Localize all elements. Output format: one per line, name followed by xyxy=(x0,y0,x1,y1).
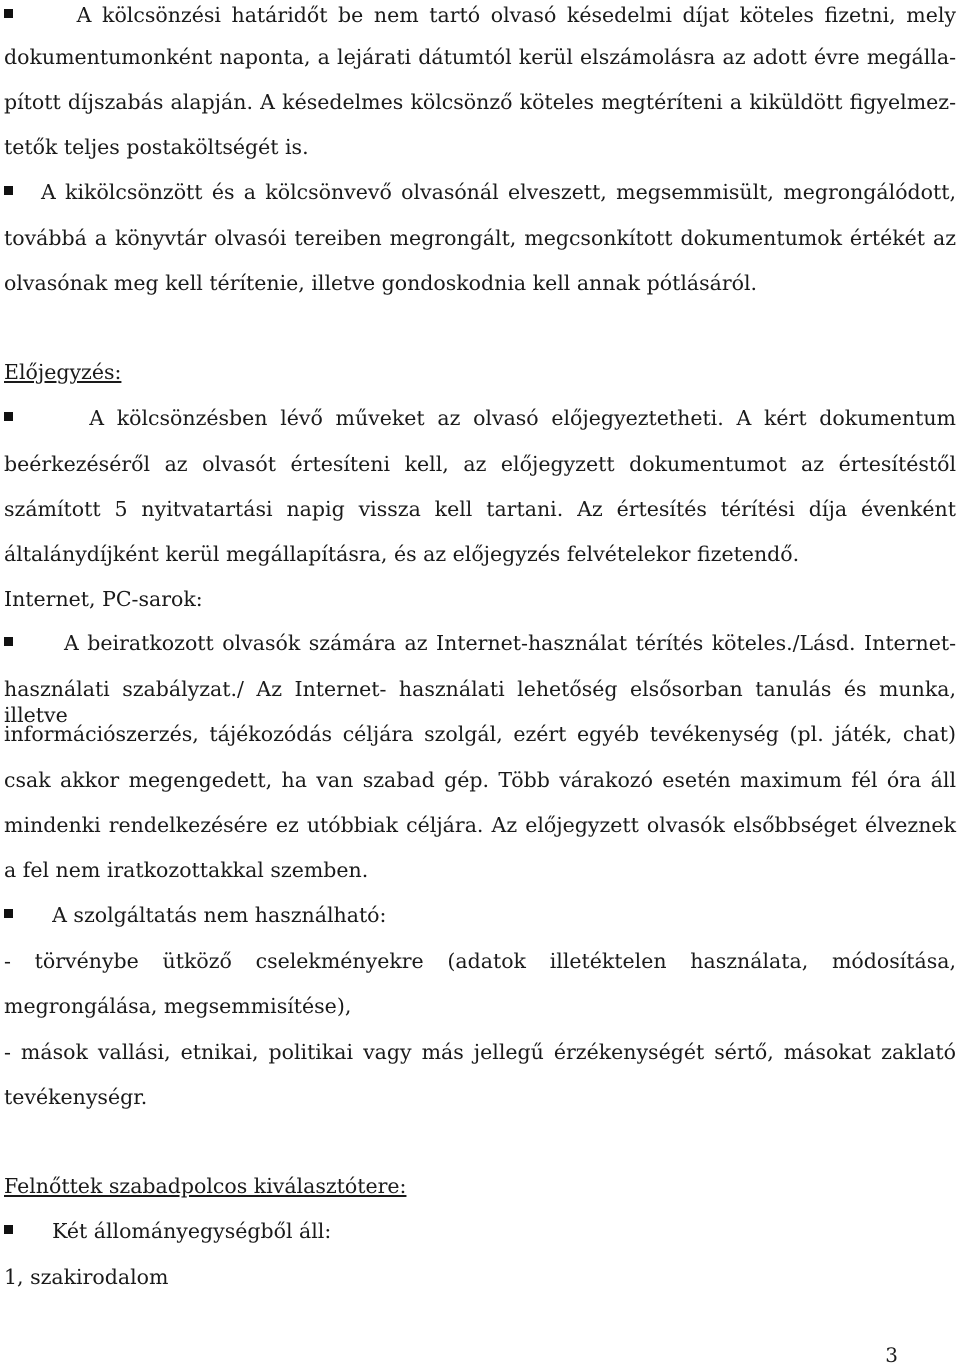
paragraph-reservation-line-1: A kölcsönzésben lévő műveket az olvasó előjegyeztetheti. A kért dokumentum xyxy=(4,405,956,431)
paragraph-reservation-line-4: általánydíjként kerül megállapításra, és az előjegyzés felvételekor fizetendő. xyxy=(4,542,800,566)
bullet-icon xyxy=(4,412,13,421)
paragraph-damage-line-3: olvasónak meg kell térítenie, illetve gondoskodnia kell annak pótlásáról. xyxy=(4,271,758,295)
paragraph-not-usable: A szolgáltatás nem használható: xyxy=(4,902,956,928)
list-item-scientific-literature: 1, szakirodalom xyxy=(4,1265,169,1289)
paragraph-reservation-line-3: számított 5 nyitvatartási napig vissza kell tartani. Az értesítés térítési díja évenként xyxy=(4,497,956,521)
paragraph-late-fee-line-2: dokumentumonként naponta, a lejárati dátumtól kerül elszámolásra az adott évre megálla- xyxy=(4,45,956,69)
paragraph-late-fee-line-4: tetők teljes postaköltségét is. xyxy=(4,135,309,159)
heading-reservation: Előjegyzés: xyxy=(4,360,122,384)
paragraph-damage-line-1: A kikölcsönzött és a kölcsönvevő olvasónál elveszett, megsemmisült, megrongálódott, xyxy=(4,179,956,205)
bullet-icon xyxy=(4,1225,13,1234)
paragraph-damage-line-2: továbbá a könyvtár olvasói tereiben megrongált, megcsonkított dokumentumok értékét az xyxy=(4,226,956,250)
paragraph-internet-line-5: mindenki rendelkezésére ez utóbbiak céljára. Az előjegyzett olvasók elsőbbséget élveznek xyxy=(4,813,956,837)
dash-item-1-line-2: megrongálása, megsemmisítése), xyxy=(4,994,352,1018)
bullet-icon xyxy=(4,637,13,646)
bullet-icon xyxy=(4,186,13,195)
paragraph-reservation-line-2: beérkezéséről az olvasót értesíteni kell, az előjegyzett dokumentumot az értesítéstől xyxy=(4,452,956,476)
bullet-icon xyxy=(4,909,13,918)
bullet-icon xyxy=(4,9,13,18)
heading-adult-open-shelf: Felnőttek szabadpolcos kiválasztótere: xyxy=(4,1174,407,1198)
paragraph-internet-line-1: A beiratkozott olvasók számára az Internet-használat térítés köteles./Lásd. Internet- xyxy=(4,630,956,656)
dash-item-2-line-2: tevékenységr. xyxy=(4,1085,148,1109)
dash-item-2-line-1: - mások vallási, etnikai, politikai vagy más jellegű érzékenységét sértő, másokat zaklató xyxy=(4,1040,956,1064)
paragraph-internet-line-3: információszerzés, tájékozódás céljára szolgál, ezért egyéb tevékenység (pl. játék, chat) xyxy=(4,722,956,746)
dash-item-1-line-1: - törvénybe ütköző cselekményekre (adatok illetéktelen használata, módosítása, xyxy=(4,949,956,973)
paragraph-late-fee-line-3: pított díjszabás alapján. A késedelmes kölcsönző köteles megtéríteni a kiküldött figyelmez- xyxy=(4,90,956,114)
paragraph-internet-line-4: csak akkor megengedett, ha van szabad gép. Több várakozó esetén maximum fél óra áll xyxy=(4,768,956,792)
paragraph-two-units: Két állományegységből áll: xyxy=(4,1218,956,1244)
paragraph-late-fee-line-1: A kölcsönzési határidőt be nem tartó olvasó késedelmi díjat köteles fizetni, mely xyxy=(4,2,956,28)
page-number: 3 xyxy=(885,1343,898,1367)
paragraph-internet-line-6: a fel nem iratkozottakkal szemben. xyxy=(4,858,369,882)
paragraph-internet-line-2: használati szabályzat./ Az Internet- használati lehetőség elsősorban tanulás és munka, illetve xyxy=(4,677,956,727)
heading-internet: Internet, PC-sarok: xyxy=(4,587,203,611)
